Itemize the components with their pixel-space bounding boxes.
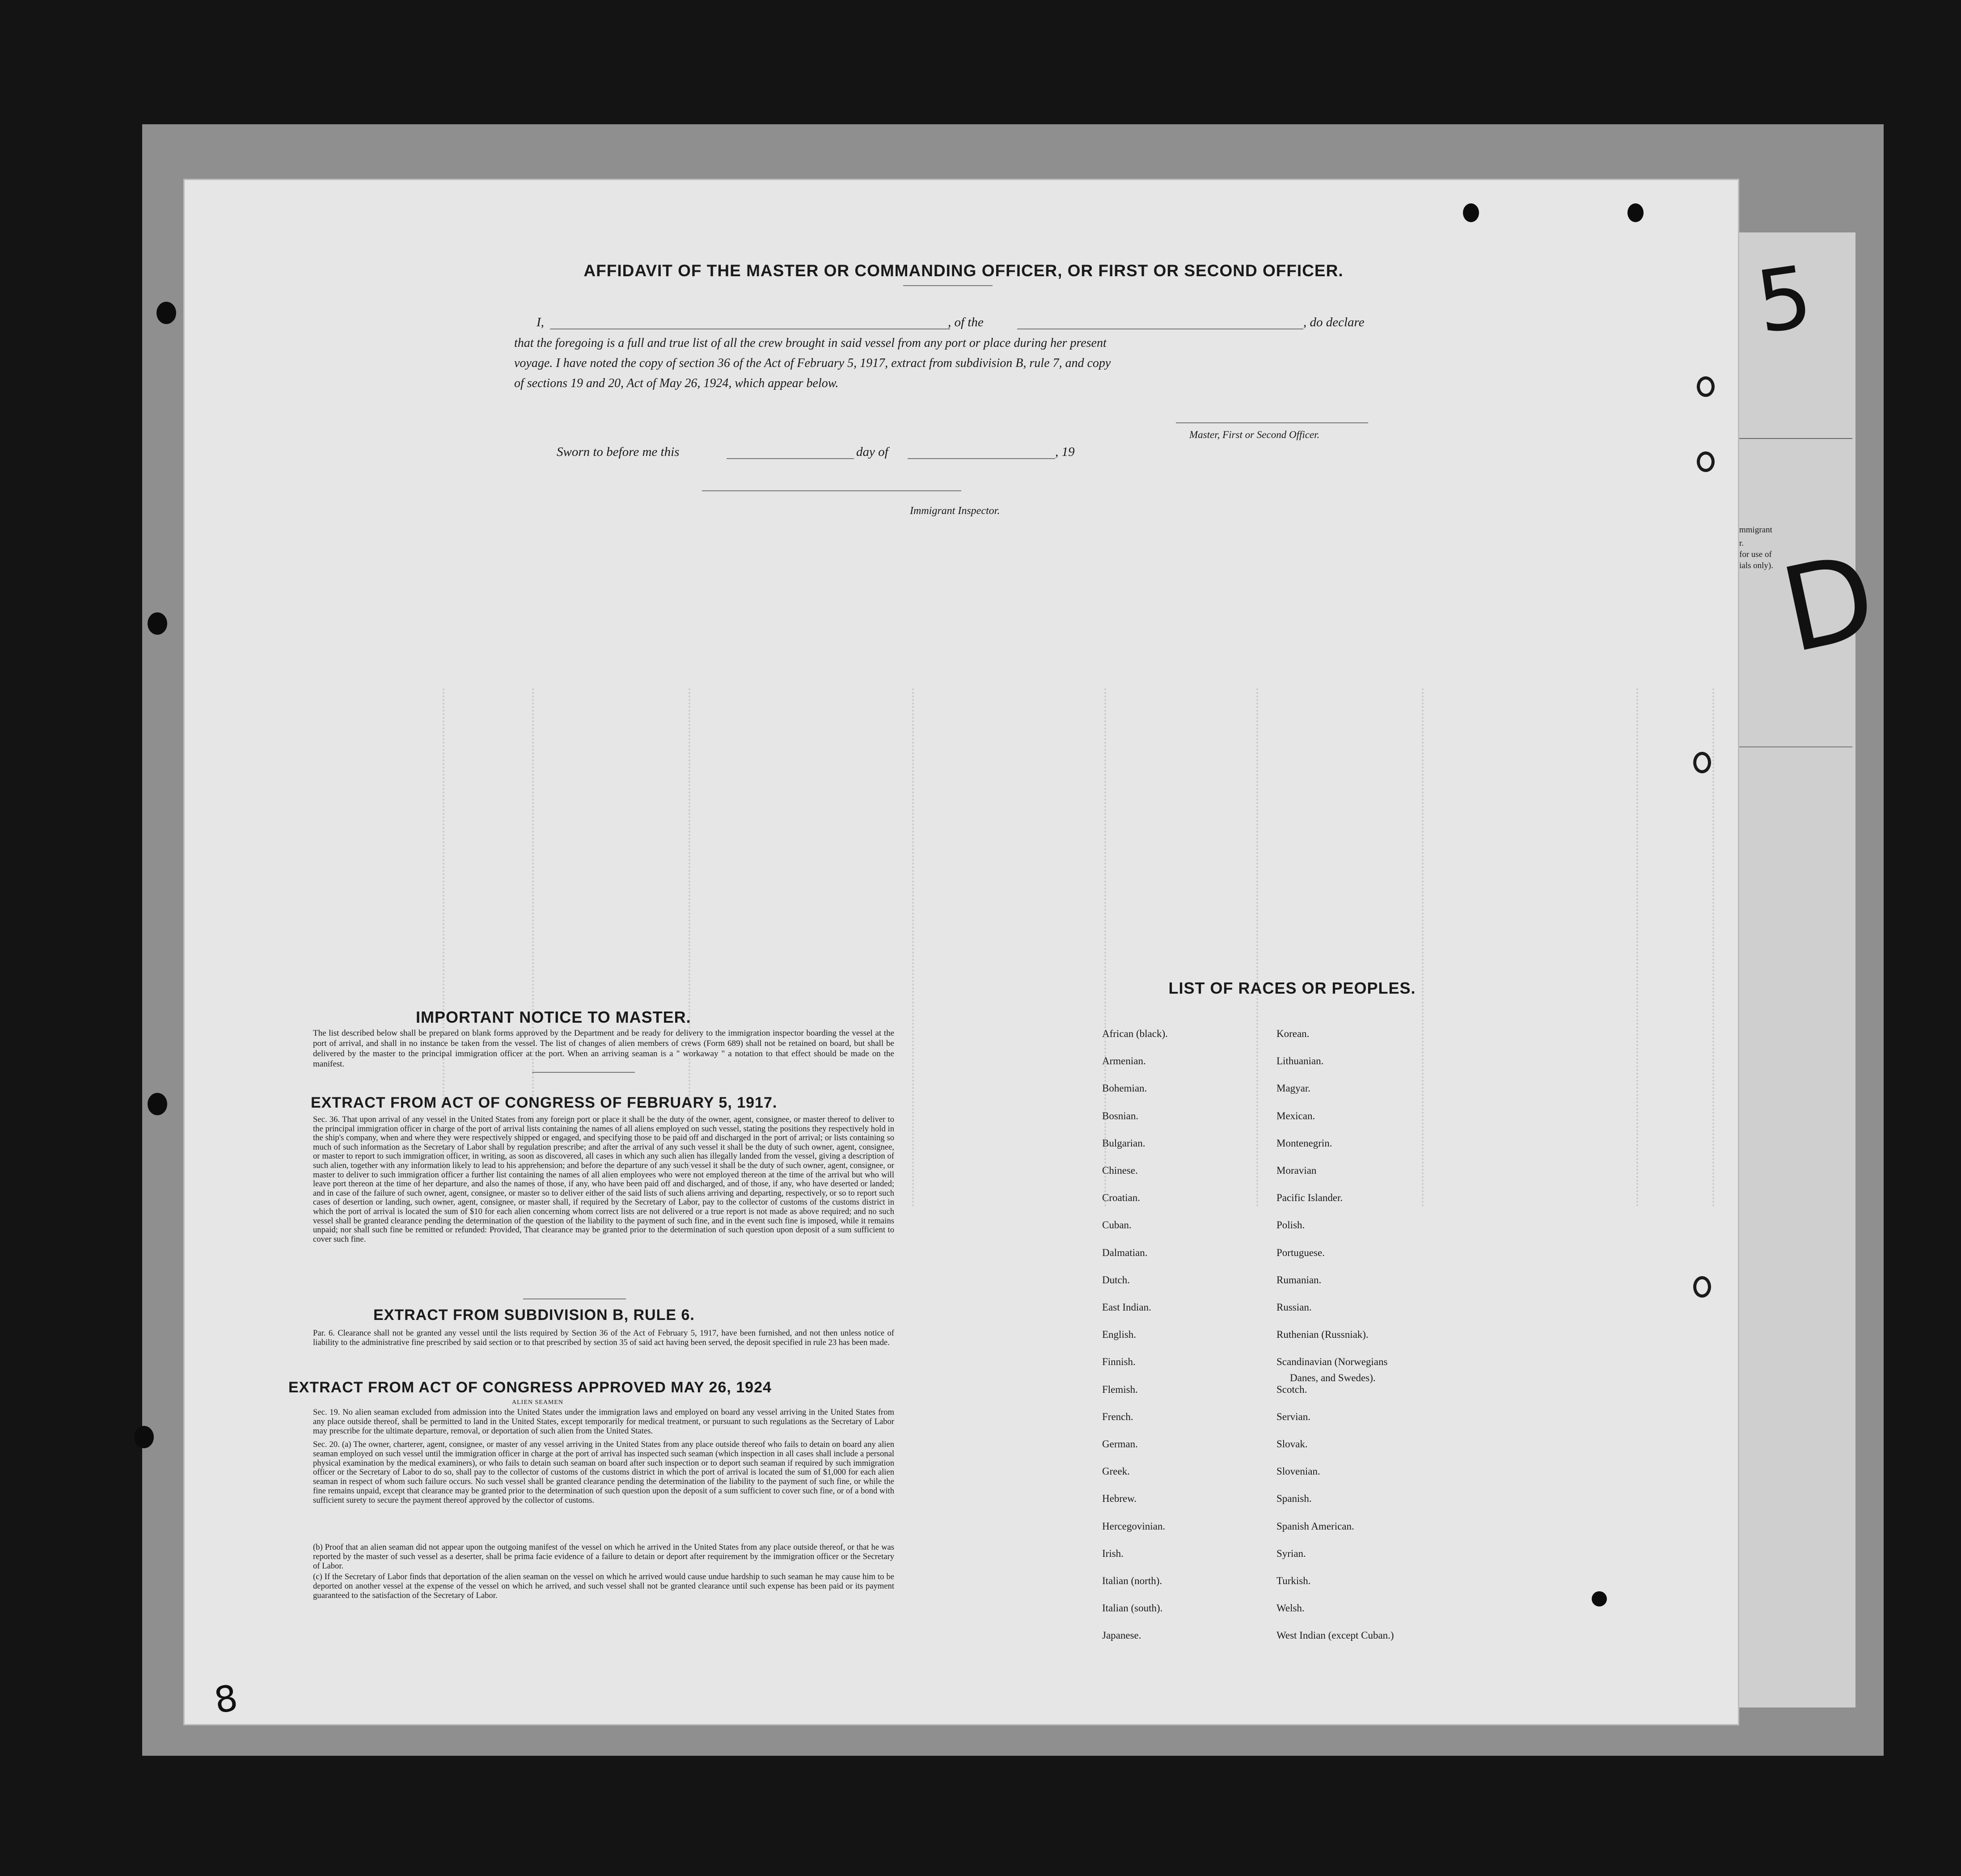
show-through-column	[912, 688, 932, 1207]
extract-1924-sec19: Sec. 19. No alien seaman excluded from admission into the United States under the immigration laws and employed on board any vessel arriving in the United States from any place outside thereof, shall be permitted to land in the United States, except temporarily for medical treatment, or pursuant to such regulations as the Secretary of Labor may prescribe for the ultimate departure, removal, or deportation of such alien from the United States.	[313, 1408, 894, 1436]
race-item: Bulgarian.	[1102, 1137, 1145, 1149]
day-of-label: day of	[856, 445, 888, 459]
affidavit-line-1: that the foregoing is a full and true list of all the crew brought in said vessel from any port or place during her present	[514, 336, 1107, 350]
show-through-column	[1712, 688, 1732, 1207]
show-through-column	[1422, 688, 1441, 1207]
notice-title: IMPORTANT NOTICE TO MASTER.	[416, 1008, 691, 1026]
handwritten-letter: D	[1771, 528, 1887, 679]
race-item: Chinese.	[1102, 1165, 1138, 1176]
race-item: Korean.	[1276, 1028, 1310, 1039]
race-item: Rumanian.	[1276, 1274, 1322, 1286]
reinforcement-ring	[1693, 752, 1711, 773]
under-sheet-note: mmigrant	[1739, 525, 1772, 535]
race-item: Croatian.	[1102, 1192, 1140, 1204]
reinforcement-ring	[1697, 376, 1715, 397]
extract-1917-title: EXTRACT FROM ACT OF CONGRESS OF FEBRUARY 5, 1917.	[311, 1094, 778, 1111]
extract-1924-sec20c: (c) If the Secretary of Labor finds that deportation of the alien seaman on the vessel on which he arrived would cause undue hardship to such seaman he may cause him to be deported on another vessel at the expense of the vessel on which he arrived, and such vessel shall not be granted clearance until such expense has been paid or its payment guaranteed to the satisfaction of the Secretary of Labor.	[313, 1572, 894, 1600]
race-item: Danes, and Swedes).	[1290, 1372, 1376, 1383]
race-item: Armenian.	[1102, 1055, 1146, 1067]
inspector-signature-line	[702, 490, 961, 491]
race-item: Spanish.	[1276, 1493, 1312, 1505]
extract-1924-sec20b: (b) Proof that an alien seaman did not appear upon the outgoing manifest of the vessel on which he arrived in the United States from any place outside thereof, or that he was reported by the master of such vessel as a deserter, shall be prima facie evidence of a failure to detain or deport after requirement by the immigration officer or the Secretary of Labor.	[313, 1543, 894, 1571]
race-item: Italian (south).	[1102, 1602, 1163, 1614]
day-blank	[727, 458, 854, 459]
race-item: Spanish American.	[1276, 1520, 1354, 1532]
notice-body: The list described below shall be prepared on blank forms approved by the Department and be ready for delivery to the immigration inspector boarding the vessel at the port of arrival, and shall in no instance be taken from the vessel. The list of changes of alien members of crews (Form 689) shall not be retained on board, but shall be delivered by the master to the principal immigration officer at the port. When an arriving seaman is a " workaway " a notation to that effect should be made on the manifest.	[313, 1029, 894, 1069]
show-through-column	[1104, 688, 1124, 1207]
race-item: Italian (north).	[1102, 1575, 1162, 1586]
races-title: LIST OF RACES OR PEOPLES.	[1168, 979, 1416, 997]
race-item: Bohemian.	[1102, 1083, 1147, 1094]
under-sheet-note: ials only).	[1739, 561, 1773, 570]
race-item: Magyar.	[1276, 1083, 1311, 1094]
reinforcement-ring	[1697, 451, 1715, 472]
race-item: Russian.	[1276, 1302, 1312, 1313]
binding-hole	[1592, 1591, 1607, 1606]
race-item: Scandinavian (Norwegians	[1276, 1356, 1388, 1368]
year-label: , 19	[1055, 445, 1075, 459]
extract-1924-sec20a: Sec. 20. (a) The owner, charterer, agent, consignee, or master of any vessel arriving in the United States from any place outside thereof who fails to detain on board any alien seaman employed on such vessel until the immigration officer in charge at the port of arrival has inspected such seaman (which inspection in all cases shall include a personal physical examination by the medical examiners), or who fails to detain such seaman on board after such inspection or to deport such seaman if required by such immigration officer or the Secretary of Labor to do so, shall pay to the collector of customs of the customs district in which the port of arrival is located the sum of $1,000 for each alien seaman in respect of whom such failure occurs. No such vessel shall be granted clearance pending the determination of the liability to the payment of such fine, or while the fine remains unpaid, except that clearance may be granted prior to the determination of such question upon the deposit of a sum sufficient to cover such fine, or of a bond with sufficient surety to secure the payment thereof approved by the collector of customs.	[313, 1440, 894, 1505]
binding-hole	[1627, 203, 1644, 222]
master-signature-label: Master, First or Second Officer.	[1189, 429, 1320, 440]
under-sheet-note: r.	[1739, 539, 1744, 548]
race-item: French.	[1102, 1411, 1133, 1422]
handwritten-page-mark: 8	[211, 1677, 241, 1722]
inspector-label: Immigrant Inspector.	[910, 505, 1000, 517]
extract-1924-title: EXTRACT FROM ACT OF CONGRESS APPROVED MAY 26, 1924	[288, 1379, 772, 1396]
binding-hole	[148, 1093, 167, 1115]
binding-hole	[156, 302, 176, 324]
show-through-column	[1256, 688, 1276, 1207]
handwritten-digit: 5	[1750, 247, 1818, 353]
race-item: East Indian.	[1102, 1302, 1151, 1313]
race-item: Japanese.	[1102, 1630, 1141, 1641]
underlying-manifest-sheet	[1721, 232, 1855, 1707]
race-item: English.	[1102, 1329, 1137, 1341]
race-item: Syrian.	[1276, 1547, 1306, 1559]
show-through-column	[1636, 688, 1656, 1207]
race-item: Dutch.	[1102, 1274, 1130, 1286]
section-rule	[523, 1298, 626, 1299]
race-item: Finnish.	[1102, 1356, 1136, 1368]
race-item: Bosnian.	[1102, 1110, 1139, 1121]
sworn-label: Sworn to before me this	[557, 445, 680, 459]
race-item: Greek.	[1102, 1466, 1130, 1477]
under-sheet-note: for use of	[1739, 550, 1772, 559]
race-item: Portuguese.	[1276, 1247, 1325, 1258]
race-item: Pacific Islander.	[1276, 1192, 1343, 1204]
affidavit-line-3: of sections 19 and 20, Act of May 26, 1924, which appear below.	[514, 376, 839, 390]
section-rule	[532, 1072, 635, 1073]
race-item: Moravian	[1276, 1165, 1317, 1176]
race-item: Slovenian.	[1276, 1466, 1320, 1477]
reinforcement-ring	[1693, 1276, 1711, 1298]
race-item: Lithuanian.	[1276, 1055, 1324, 1067]
race-item: African (black).	[1102, 1028, 1168, 1039]
race-item: Cuban.	[1102, 1219, 1132, 1231]
race-item: Irish.	[1102, 1547, 1124, 1559]
extract-rule6-title: EXTRACT FROM SUBDIVISION B, RULE 6.	[373, 1307, 695, 1324]
race-item: Turkish.	[1276, 1575, 1311, 1586]
race-item: Montenegrin.	[1276, 1137, 1332, 1149]
race-item: Flemish.	[1102, 1383, 1138, 1395]
extract-1924-subtitle: ALIEN SEAMEN	[512, 1399, 564, 1406]
race-item: Polish.	[1276, 1219, 1305, 1231]
month-blank	[908, 458, 1055, 459]
affidavit-of-the: , of the	[948, 315, 984, 329]
binding-hole	[134, 1426, 154, 1448]
race-item: Ruthenian (Russniak).	[1276, 1329, 1369, 1341]
affidavit-do-declare: , do declare	[1303, 315, 1365, 329]
race-item: Slovak.	[1276, 1438, 1308, 1450]
race-item: Servian.	[1276, 1411, 1311, 1422]
race-item: Hercegovinian.	[1102, 1520, 1166, 1532]
race-item: Welsh.	[1276, 1602, 1305, 1614]
extract-rule6-body: Par. 6. Clearance shall not be granted any vessel until the lists required by Section 36 of the Act of February 5, 1917, have been furnished, and not then unless notice of liability to the administrative fine prescribed by said section or to that prescribed by section 35 of said act having been served, the deposit specified in rule 23 has been made.	[313, 1328, 894, 1347]
race-item: West Indian (except Cuban.)	[1276, 1630, 1394, 1641]
race-item: Scotch.	[1276, 1383, 1307, 1395]
master-signature-line	[1176, 422, 1368, 423]
title-rule	[903, 285, 993, 286]
race-item: German.	[1102, 1438, 1138, 1450]
affidavit-line-2: voyage. I have noted the copy of section 36 of the Act of February 5, 1917, extract from subdivision B, rule 7, and copy	[514, 356, 1111, 370]
binding-hole	[1463, 203, 1479, 222]
binding-hole	[148, 612, 167, 635]
race-item: Hebrew.	[1102, 1493, 1137, 1505]
race-item: Dalmatian.	[1102, 1247, 1148, 1258]
extract-1917-body: Sec. 36. That upon arrival of any vessel in the United States from any foreign port or place it shall be the duty of the owner, agent, consignee, or master thereof to deliver to the principal immigration officer in charge of the port of arrival lists containing the names of all aliens employed on such vessel, stating the positions they respectively hold in the ship's company, when and where they were respectively shipped or engaged, and specifying those to be paid off and discharged in the port of arrival; or lists containing so much of such information as the Secretary of Labor shall by regulation prescribe; and after the arrival of any such vessel it shall be the duty of such owner, agent, consignee, or master to report to such immigration officer, in writing, as soon as discovered, all cases in which any such alien has illegally landed from the vessel, giving a description of such alien, together with any information likely to lead to his apprehension; and before the departure of any such vessel it shall be the duty of such owner, agent, consignee, or master to deliver to such immigration officer a further list containing the names of all alien employees who were not employed thereon at the time of the arrival but who will leave port thereon at the time of her departure, and also the names of those, if any, who have been paid off and discharged, and of those, if any, who have deserted or landed; and in case of the failure of such owner, agent, consignee, or master so to deliver either of the said lists of such aliens arriving and departing, respectively, or so to report such cases of desertion or landing, such owner, agent, consignee, or master shall, if required by the Secretary of Labor, pay to the collector of customs of the customs district in which the port of arrival is located the sum of $10 for each alien concerning whom correct lists are not delivered or a true report is not made as above required; and no such vessel shall be granted clearance pending the determination of the question of the liability to the payment of such fine, and in the event such fine is imposed, while it remains unpaid; nor shall such fine be remitted or refunded: Provided, That clearance may be granted prior to the determination of such question upon deposit of a sum sufficient to cover such fine.	[313, 1115, 894, 1244]
affidavit-title: AFFIDAVIT OF THE MASTER OR COMMANDING OFFICER, OR FIRST OR SECOND OFFICER.	[583, 261, 1344, 280]
race-item: Mexican.	[1276, 1110, 1315, 1121]
affidavit-i: I,	[537, 315, 544, 329]
